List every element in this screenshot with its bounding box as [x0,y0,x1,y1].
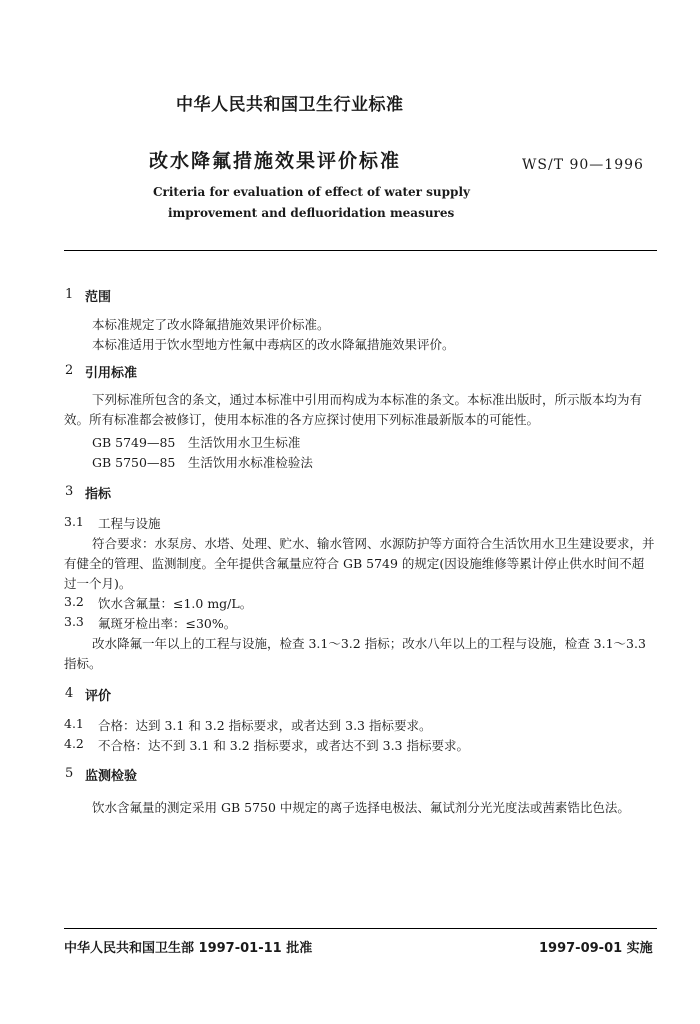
section-4-number: 4 [65,686,74,701]
reference-gb5749: GB 5749—85 生活饮用水卫生标准 [92,435,301,450]
header-divider [64,250,657,251]
section-1-number: 1 [65,287,74,302]
implementation-date: 1997-09-01 实施 [539,941,653,956]
section-2-heading: 引用标准 [85,366,138,381]
section-1-heading: 范围 [85,290,112,305]
section-5-paragraph: 饮水含氟量的测定采用 GB 5750 中规定的离子选择电极法、氟试剂分光光度法或茜素锆比色法。 [92,800,630,815]
english-title-line1: Criteria for evaluation of effect of water supply [153,185,470,199]
document-title: 改水降氟措施效果评价标准 [149,150,402,172]
section-5-number: 5 [65,766,74,781]
standard-name: 中华人民共和国卫生行业标准 [176,95,404,115]
approval-line: 中华人民共和国卫生部 1997-01-11 批准 [64,941,313,956]
english-title-line2: improvement and defluoridation measures [168,206,455,220]
item-4-1-text: 合格：达到 3.1 和 3.2 指标要求，或者达到 3.3 指标要求。 [98,718,432,733]
item-3-1-text: 符合要求：水泵房、水塔、处理、贮水、输水管网、水源防护等方面符合生活饮用水卫生建设要求，并有健全的管理、监测制度。全年提供含氟量应符合 GB 5749 的规定(因设施维修等累计停止供水时间不超过一个月)。 [64,536,655,591]
section-4-heading: 评价 [85,689,112,704]
section-5-heading: 监测检验 [85,769,138,784]
section-1-paragraph-2: 本标准适用于饮水型地方性氟中毒病区的改水降氟措施效果评价。 [92,337,455,352]
section-3-note: 改水降氟一年以上的工程与设施，检查 3.1～3.2 指标；改水八年以上的工程与设施，检查 3.1～3.3 指标。 [64,636,646,671]
item-4-2-text: 不合格：达不到 3.1 和 3.2 指标要求，或者达不到 3.3 指标要求。 [98,738,469,753]
section-1-paragraph-1: 本标准规定了改水降氟措施效果评价标准。 [92,317,330,332]
item-3-3-number: 3.3 [64,614,84,629]
footer-divider [64,928,657,929]
item-3-1-number: 3.1 [64,514,84,529]
section-2-number: 2 [65,363,74,378]
standard-code: WS/T 90—1996 [522,157,644,173]
section-3-heading: 指标 [85,487,112,502]
item-4-2-number: 4.2 [64,736,84,751]
section-3-number: 3 [65,484,74,499]
item-4-1-number: 4.1 [64,716,84,731]
section-2-paragraph: 下列标准所包含的条文，通过本标准中引用而构成为本标准的条文。本标准出版时，所示版本均为有效。所有标准都会被修订，使用本标准的各方应探讨使用下列标准最新版本的可能性。 [64,392,643,427]
item-3-3-text: 氟斑牙检出率：≤30%。 [98,616,237,631]
item-3-1-title: 工程与设施 [98,516,161,531]
item-3-2-text: 饮水含氟量：≤1.0 mg/L。 [98,596,253,611]
reference-gb5750: GB 5750—85 生活饮用水标准检验法 [92,455,313,470]
item-3-2-number: 3.2 [64,594,84,609]
